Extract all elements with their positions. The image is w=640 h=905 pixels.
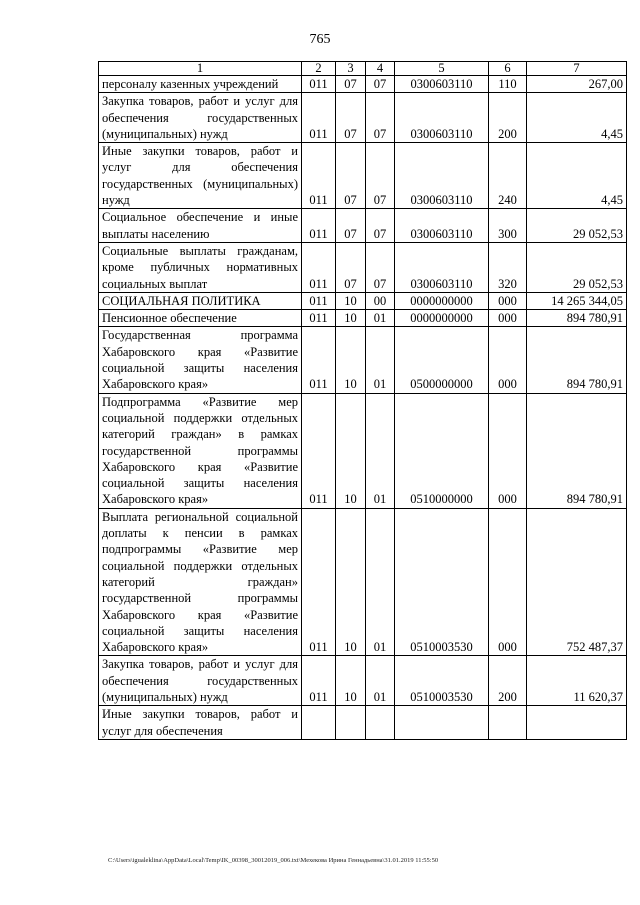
section-code-cell: 10 [336, 393, 366, 508]
section-code-cell: 07 [336, 242, 366, 292]
amount-cell: 4,45 [527, 143, 627, 209]
header-cell: 6 [489, 62, 527, 76]
amount-cell: 11 620,37 [527, 656, 627, 706]
amount-cell: 29 052,53 [527, 209, 627, 243]
subsection-code-cell: 07 [366, 242, 395, 292]
section-code-cell: 10 [336, 327, 366, 393]
row-name-cell: Иные закупки товаров, работ и услуг для обеспечения [99, 706, 302, 740]
ministry-code-cell: 011 [302, 292, 336, 309]
subsection-code-cell: 07 [366, 209, 395, 243]
footer-path: C:\Users\igualeklina\AppData\Local\Temp\IK_00398_30012019_006.txt\Мехекова Ирина Геннадьевна\31.01.2019 11:55:50 [108, 857, 439, 864]
subsection-code-cell: 01 [366, 327, 395, 393]
empty-cell [489, 706, 527, 740]
target-article-cell: 0300603110 [395, 143, 489, 209]
section-code-cell: 07 [336, 76, 366, 93]
subsection-code-cell: 07 [366, 76, 395, 93]
ministry-code-cell: 011 [302, 393, 336, 508]
row-name-cell: Социальное обеспечение и иные выплаты населению [99, 209, 302, 243]
expense-type-cell: 000 [489, 393, 527, 508]
subsection-code-cell: 00 [366, 292, 395, 309]
section-code-cell: 07 [336, 209, 366, 243]
section-code-cell: 10 [336, 656, 366, 706]
section-code-cell: 07 [336, 143, 366, 209]
expense-type-cell: 320 [489, 242, 527, 292]
row-name-cell: Иные закупки товаров, работ и услуг для обеспечения государственных (муниципальных) нужд [99, 143, 302, 209]
section-code-cell: 10 [336, 292, 366, 309]
ministry-code-cell: 011 [302, 508, 336, 656]
subsection-code-cell: 01 [366, 310, 395, 327]
amount-cell: 752 487,37 [527, 508, 627, 656]
row-name-cell: Подпрограмма «Развитие мер социальной поддержки отдельных категорий граждан» в рамках государственной программы Хабаровского края «Развитие социальной защиты населения Хабаровского края» [99, 393, 302, 508]
subsection-code-cell: 01 [366, 656, 395, 706]
ministry-code-cell: 011 [302, 93, 336, 143]
row-name-cell: Пенсионное обеспечение [99, 310, 302, 327]
empty-cell [527, 706, 627, 740]
expense-type-cell: 000 [489, 310, 527, 327]
amount-cell: 14 265 344,05 [527, 292, 627, 309]
section-code-cell: 07 [336, 93, 366, 143]
page-number: 765 [309, 32, 331, 47]
ministry-code-cell: 011 [302, 143, 336, 209]
ministry-code-cell: 011 [302, 327, 336, 393]
amount-cell: 894 780,91 [527, 327, 627, 393]
table-row [99, 310, 627, 327]
row-name-cell: СОЦИАЛЬНАЯ ПОЛИТИКА [99, 292, 302, 309]
expense-type-cell: 000 [489, 292, 527, 309]
header-cell: 2 [302, 62, 336, 76]
subsection-code-cell: 01 [366, 393, 395, 508]
subsection-code-cell: 01 [366, 508, 395, 656]
amount-cell: 267,00 [527, 76, 627, 93]
header-cell: 3 [336, 62, 366, 76]
row-name-cell: Государственная программа Хабаровского края «Развитие социальной защиты населения Хабаровского края» [99, 327, 302, 393]
table-row-continued [99, 706, 627, 740]
ministry-code-cell: 011 [302, 242, 336, 292]
table-row [99, 242, 627, 292]
section-code-cell: 10 [336, 508, 366, 656]
table-row [99, 327, 627, 393]
target-article-cell: 0510000000 [395, 393, 489, 508]
header-cell: 1 [99, 62, 302, 76]
empty-cell [395, 706, 489, 740]
ministry-code-cell: 011 [302, 310, 336, 327]
row-name-cell: Выплата региональной социальной доплаты к пенсии в рамках подпрограммы «Развитие мер социальной поддержки отдельных категорий граждан» государственной программы Хабаровского края «Развитие социальной защиты населения Хабаровского края» [99, 508, 302, 656]
row-name-cell: Социальные выплаты гражданам, кроме публичных нормативных социальных выплат [99, 242, 302, 292]
row-name-cell: Закупка товаров, работ и услуг для обеспечения государственных (муниципальных) нужд [99, 656, 302, 706]
ministry-code-cell: 011 [302, 656, 336, 706]
target-article-cell: 0300603110 [395, 242, 489, 292]
table-row [99, 292, 627, 309]
target-article-cell: 0000000000 [395, 310, 489, 327]
expense-type-cell: 000 [489, 327, 527, 393]
row-name-cell: Закупка товаров, работ и услуг для обеспечения государственных (муниципальных) нужд [99, 93, 302, 143]
amount-cell: 29 052,53 [527, 242, 627, 292]
expense-type-cell: 200 [489, 656, 527, 706]
header-cell: 7 [527, 62, 627, 76]
table-row [99, 209, 627, 243]
header-row [99, 62, 627, 76]
expense-type-cell: 110 [489, 76, 527, 93]
empty-cell [336, 706, 366, 740]
expense-type-cell: 240 [489, 143, 527, 209]
section-code-cell: 10 [336, 310, 366, 327]
target-article-cell: 0000000000 [395, 292, 489, 309]
ministry-code-cell: 011 [302, 209, 336, 243]
target-article-cell: 0300603110 [395, 76, 489, 93]
expense-type-cell: 000 [489, 508, 527, 656]
target-article-cell: 0300603110 [395, 93, 489, 143]
header-cell: 5 [395, 62, 489, 76]
expense-type-cell: 300 [489, 209, 527, 243]
table-row [99, 656, 627, 706]
ministry-code-cell: 011 [302, 76, 336, 93]
table-row [99, 93, 627, 143]
table-row [99, 393, 627, 508]
target-article-cell: 0500000000 [395, 327, 489, 393]
empty-cell [366, 706, 395, 740]
subsection-code-cell: 07 [366, 143, 395, 209]
target-article-cell: 0510003530 [395, 656, 489, 706]
empty-cell [302, 706, 336, 740]
expense-type-cell: 200 [489, 93, 527, 143]
amount-cell: 894 780,91 [527, 310, 627, 327]
table-row [99, 508, 627, 656]
amount-cell: 894 780,91 [527, 393, 627, 508]
amount-cell: 4,45 [527, 93, 627, 143]
row-name-cell: персоналу казенных учреждений [99, 76, 302, 93]
target-article-cell: 0300603110 [395, 209, 489, 243]
table-row [99, 143, 627, 209]
subsection-code-cell: 07 [366, 93, 395, 143]
table-row [99, 76, 627, 93]
target-article-cell: 0510003530 [395, 508, 489, 656]
header-cell: 4 [366, 62, 395, 76]
budget-table [98, 61, 627, 740]
table-body [99, 76, 627, 740]
